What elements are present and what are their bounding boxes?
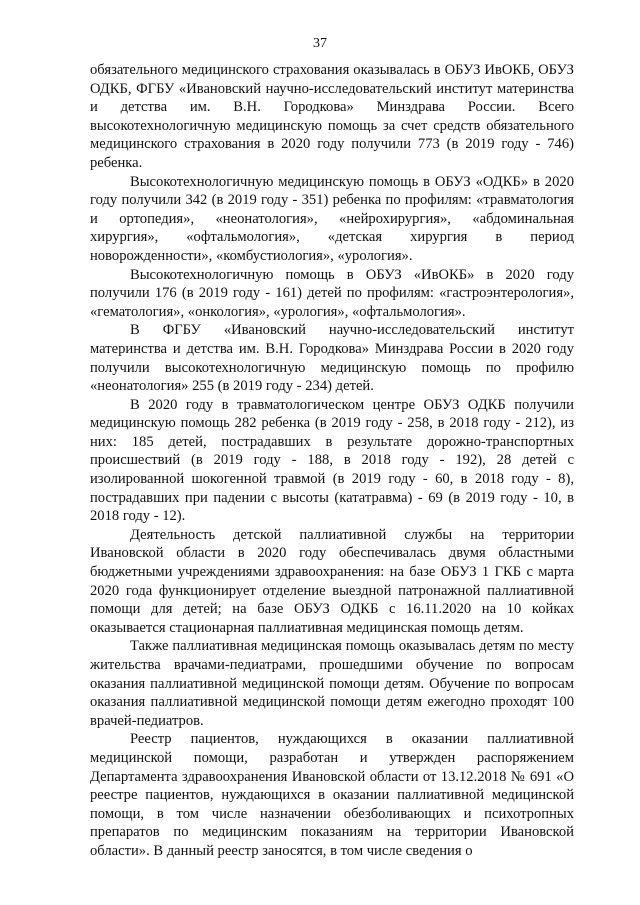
paragraph-2: Высокотехнологичную медицинскую помощь в ОБУЗ «ОДКБ» в 2020 году получили 342 (в 2019 году - 351) ребенка по профилям: «травматология и ортопедия», «неонатология», «нейрохирургия», «абдоминальная хирургия», «офтальмология», «детская хирургия в период новорожденности», «комбустиология», «урология».	[90, 173, 574, 264]
paragraph-3: Высокотехнологичную помощь в ОБУЗ «ИвОКБ» в 2020 году получили 176 (в 2019 году - 161) детей по профилям: «гастроэнтерология», «гематология», «онкология», «урология», «офтальмология».	[90, 266, 574, 320]
page-number: 37	[313, 36, 327, 51]
paragraph-6: Деятельность детской паллиативной службы на территории Ивановской области в 2020 году обеспечивалась двумя областными бюджетными учреждениями здравоохранения: на базе ОБУЗ 1 ГКБ с марта 2020 года функционирует отделение выездной патронажной паллиативной помощи для детей; на базе ОБУЗ ОДКБ с 16.11.2020 на 10 койках оказывается стационарная паллиативная медицинская помощь детям.	[90, 526, 574, 636]
document-body	[90, 61, 574, 861]
paragraph-5: В 2020 году в травматологическом центре ОБУЗ ОДКБ получили медицинскую помощь 282 ребенка (в 2019 году - 258, в 2018 году - 212), из них: 185 детей, пострадавших в результате дорожно-транспортных происшествий (в 2019 году - 188, в 2018 году - 192), 28 детей с изолированной шокогенной травмой (в 2019 году - 60, в 2018 году - 8), пострадавших при падении с высоты (кататравма) - 69 (в 2019 году - 10, в 2018 году - 12).	[90, 396, 574, 525]
paragraph-4: В ФГБУ «Ивановский научно-исследовательский институт материнства и детства им. В.Н. Городкова» Минздрава России в 2020 году получили высокотехнологичную медицинскую помощь по профилю «неонатология» 255 (в 2019 году - 234) детей.	[90, 322, 574, 395]
paragraph-7: Также паллиативная медицинская помощь оказывалась детям по месту жительства врачами-педиатрами, прошедшими обучение по вопросам оказания паллиативной медицинской помощи детям. Обучение по вопросам оказания паллиативной медицинской помощи детям ежегодно проходят 100 врачей-педиатров.	[90, 638, 574, 729]
paragraph-1: обязательного медицинского страхования оказывалась в ОБУЗ ИвОКБ, ОБУЗ ОДКБ, ФГБУ «Ивановский научно-исследовательский институт материнства и детства им. В.Н. Городкова» Минздрава России. Всего высокотехнологичную медицинскую помощь за счет средств обязательного медицинского страхования в 2020 году получили 773 (в 2019 году - 746) ребенка.	[90, 62, 574, 171]
paragraph-8: Реестр пациентов, нуждающихся в оказании паллиативной медицинской помощи, разработан и утвержден распоряжением Департамента здравоохранения Ивановской области от 13.12.2018 № 691 «О реестре пациентов, нуждающихся в оказании паллиативной медицинской помощи, в том числе назначении обезболивающих и психотропных препаратов по медицинским показаниям на территории Ивановской области». В данный реестр заносятся, в том числе сведения о	[90, 731, 574, 859]
